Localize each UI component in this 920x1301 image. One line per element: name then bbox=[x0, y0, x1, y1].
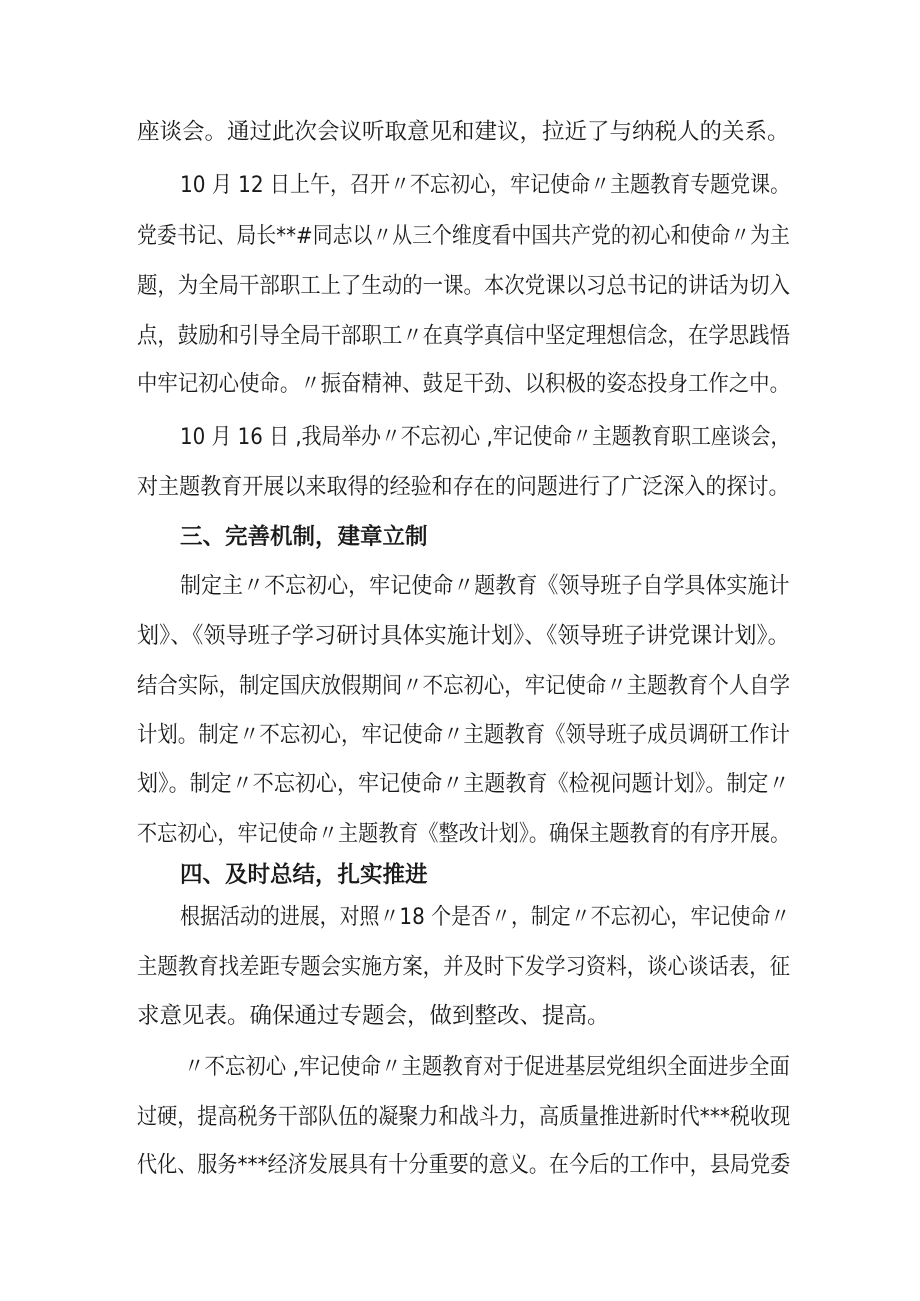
text-line: 划》、《领导班子学习研讨具体实施计划》、《领导班子讲党课计划》。 bbox=[137, 623, 790, 649]
text-line: 题，为全局干部职工上了生动的一课。本次党课以习总书记的讲话为切入 bbox=[137, 273, 790, 299]
text-line: 计划。制定〃不忘初心，牢记使命〃主题教育《领导班子成员调研工作计 bbox=[137, 722, 790, 748]
text-line: 主题教育找差距专题会实施方案，并及时下发学习资料，谈心谈话表，征 bbox=[137, 954, 790, 980]
text-line: 求意见表。确保通过专题会，做到整改、提高。 bbox=[137, 1003, 610, 1029]
text-line: 代化、服务***经济发展具有十分重要的意义。在今后的工作中，县局党委 bbox=[137, 1152, 791, 1178]
text-line: 党委书记、局长**#同志以〃从三个维度看中国共产党的初心和使命〃为主 bbox=[137, 223, 790, 249]
text-line: 10 月 16 日 ,我局举办〃不忘初心 ,牢记使命〃主题教育职工座谈会， bbox=[180, 424, 791, 450]
text-line: 〃不忘初心 ,牢记使命〃主题教育对于促进基层党组织全面进步全面 bbox=[184, 1054, 790, 1080]
text-line: 不忘初心，牢记使命〃主题教育《整改计划》。确保主题教育的有序开展。 bbox=[137, 821, 791, 847]
text-line: 制定主〃不忘初心，牢记使命〃题教育《领导班子自学具体实施计 bbox=[180, 573, 790, 599]
text-line: 中牢记初心使命。〃振奋精神、鼓足干劲、以积极的姿态投身工作之中。 bbox=[137, 371, 790, 397]
text-line: 过硬，提高税务干部队伍的凝聚力和战斗力，高质量推进新时代***税收现 bbox=[137, 1104, 791, 1130]
text-line: 根据活动的进展，对照〃18 个是否〃，制定〃不忘初心，牢记使命〃 bbox=[180, 904, 791, 930]
text-line: 10 月 12 日上午，召开〃不忘初心，牢记使命〃主题教育专题党课。 bbox=[180, 172, 791, 198]
section-heading: 三、完善机制，建章立制 bbox=[180, 524, 428, 550]
section-heading: 四、及时总结，扎实推进 bbox=[180, 862, 428, 888]
text-line: 座谈会。通过此次会议听取意见和建议，拉近了与纳税人的关系。 bbox=[137, 119, 790, 145]
text-line: 划》。制定〃不忘初心，牢记使命〃主题教育《检视问题计划》。制定〃 bbox=[137, 771, 790, 797]
text-line: 对主题教育开展以来取得的经验和存在的问题进行了广泛深入的探讨。 bbox=[137, 474, 790, 500]
text-line: 结合实际，制定国庆放假期间〃不忘初心，牢记使命〃主题教育个人自学 bbox=[137, 673, 790, 699]
text-line: 点，鼓励和引导全局干部职工〃在真学真信中坚定理想信念，在学思践悟 bbox=[137, 323, 790, 349]
